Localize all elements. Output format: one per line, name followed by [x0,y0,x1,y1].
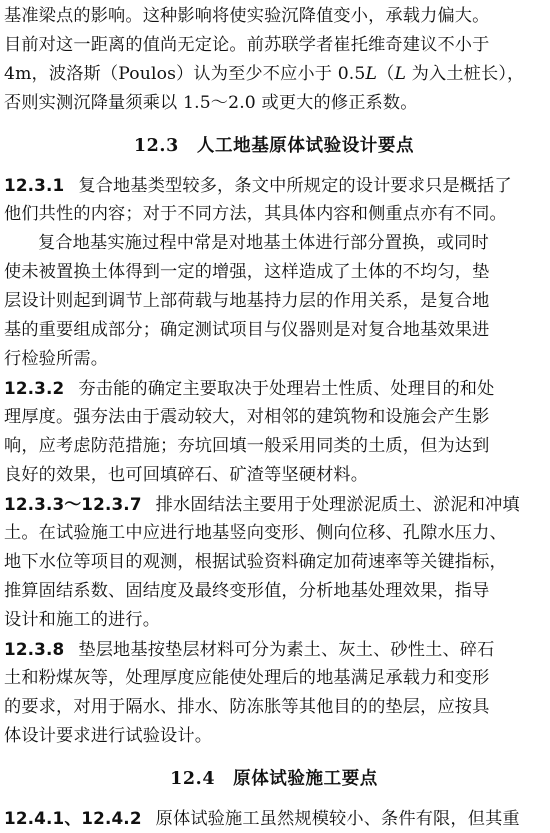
variable-L: L [365,64,378,84]
section-heading-12-4 [4,765,544,794]
text-line: 基准梁点的影响。这种影响将使实验沉降值变小，承载力偏大。 [4,6,490,26]
text-line: 目前对这一距离的值尚无定论。前苏联学者崔托维奇建议不小于 [4,35,490,55]
paragraph-12-3-2 [4,374,544,490]
text-line [4,635,544,664]
text-line: 响，应考虑防范措施；夯坑回填一般采用同类的土质，但为达到 [4,436,490,456]
paragraph-composite-foundation [4,229,544,374]
text-line [4,374,544,403]
text-line: 的要求，对用于隔水、排水、防冻胀等其他目的的垫层，应按具 [4,697,490,717]
text-run: 原体试验施工虽然规模较小、条件有限，但其重 [155,809,520,829]
text-line: 行检验所需。 [4,349,109,369]
clause-number: 12.3.3～12.3.7 [4,494,142,514]
text-line: 复合地基实施过程中常是对地基土体进行部分置换，或同时 [38,233,489,253]
text-line: 设计和施工的进行。 [4,610,161,630]
section-number: 12.4 [170,769,216,789]
text-line: 体设计要求进行试验设计。 [4,726,213,746]
text-line: 层设计则起到调节上部荷载与地基持力层的作用关系，是复合地 [4,291,490,311]
text-line [4,171,544,200]
clause-number: 12.4.1、12.4.2 [4,808,142,828]
section-title: 人工地基原体试验设计要点 [196,136,415,156]
text-line [4,60,544,89]
section-heading-12-3 [4,132,544,161]
text-line: 推算固结系数、固结度及最终变形值，分析地基处理效果，指导 [4,581,490,601]
text-line: 地下水位等项目的观测，根据试验资料确定加荷速率等关键指标， [4,552,507,572]
clause-number: 12.3.8 [4,639,65,659]
clause-number: 12.3.1 [4,175,65,195]
variable-L: L [394,64,407,84]
text-run: 复合地基类型较多，条文中所规定的设计要求只是概括了 [78,176,512,196]
text-run: 排水固结法主要用于处理淤泥质土、淤泥和冲填 [155,495,520,515]
paragraph-12-3-3-to-12-3-7 [4,490,544,635]
text-run: 夯击能的确定主要取决于处理岩土性质、处理目的和处 [78,379,495,399]
text-line: 否则实测沉降量须乘以 1.5～2.0 或更大的修正系数。 [4,93,418,113]
text-run: 垫层地基按垫层材料可分为素土、灰土、砂性土、碎石 [78,640,495,660]
text-run: 为入土桩长）， [406,64,525,84]
intro-paragraph [4,2,544,118]
section-number: 12.3 [133,136,179,156]
text-run: 4m，波洛斯（Poulos）认为至少不应小于 0.5 [4,64,366,84]
clause-number: 12.3.2 [4,378,65,398]
text-line: 良好的效果，也可回填碎石、矿渣等坚硬材料。 [4,465,369,485]
section-title: 原体试验施工要点 [233,769,378,789]
text-line: 理厚度。强夯法由于震动较大，对相邻的建筑物和设施会产生影 [4,407,490,427]
text-run: （ [377,64,395,84]
text-line: 土和粉煤灰等，处理厚度应能使处理后的地基满足承载力和变形 [4,668,490,688]
paragraph-12-3-8 [4,635,544,751]
text-line: 他们共性的内容；对于不同方法，其具体内容和侧重点亦有不同。 [4,204,507,224]
text-line: 土。在试验施工中应进行地基竖向变形、侧向位移、孔隙水压力、 [4,523,507,543]
text-line: 使未被置换土体得到一定的增强，这样造成了土体的不均匀，垫 [4,262,490,282]
text-line [4,490,544,519]
paragraph-12-3-1 [4,171,544,229]
text-line: 基的重要组成部分；确定测试项目与仪器则是对复合地基效果进 [4,320,490,340]
